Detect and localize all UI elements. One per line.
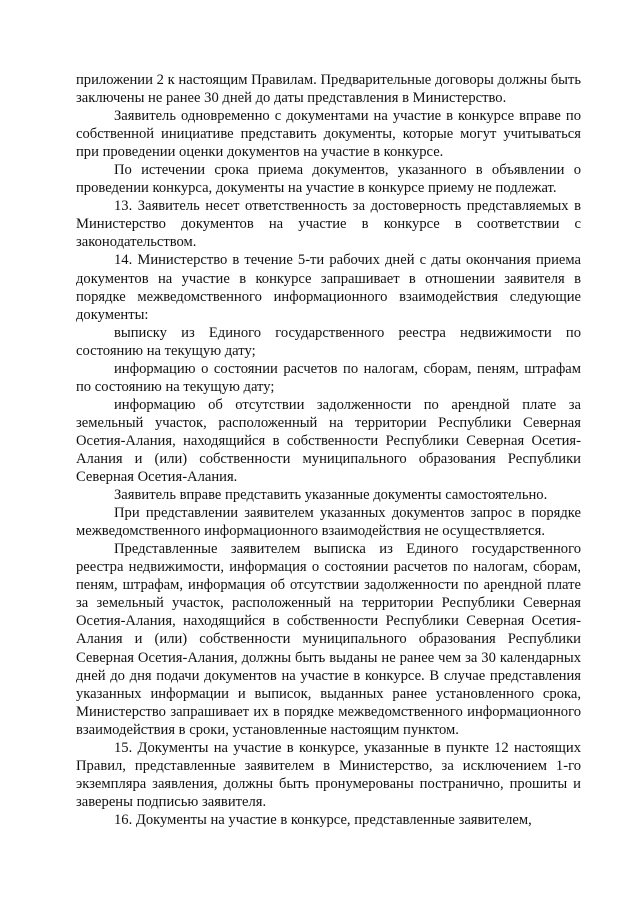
paragraph-4: 13. Заявитель несет ответственность за достоверность представляемых в Министерство документов на участие в конкурсе в соответствии с законодательством. xyxy=(76,198,581,251)
document-body xyxy=(76,71,581,829)
paragraph-9: Заявитель вправе представить указанные документы самостоятельно. xyxy=(114,487,548,504)
paragraph-13: 16. Документы на участие в конкурсе, представленные заявителем, xyxy=(114,811,532,828)
paragraph-12: 15. Документы на участие в конкурсе, указанные в пункте 12 настоящих Правил, представленные заявителем в Министерство, за исключением 1-го экземпляра заявления, должны быть пронумерованы постранично, прошиты и заверены подписью заявителя. xyxy=(76,739,581,810)
paragraph-2: Заявитель одновременно с документами на участие в конкурсе вправе по собственной инициативе представить документы, которые могут учитываться при проведении оценки документов на участие в конкурсе. xyxy=(76,108,581,161)
paragraph-8: информацию об отсутствии задолженности по арендной плате за земельный участок, расположенный на территории Республики Северная Осетия-Алания, находящийся в собственности Республики Северная Осетия-Алания и (или) собственности муниципального образования Республики Северная Осетия-Алания. xyxy=(76,396,581,486)
paragraph-5: 14. Министерство в течение 5-ти рабочих дней с даты окончания приема документов на участие в конкурсе запрашивает в отношении заявителя в порядке межведомственного информационного взаимодействия следующие документы: xyxy=(76,252,581,323)
paragraph-6: выписку из Единого государственного реестра недвижимости по состоянию на текущую дату; xyxy=(76,324,581,359)
paragraph-1: приложении 2 к настоящим Правилам. Предварительные договоры должны быть заключены не ранее 30 дней до даты представления в Министерство. xyxy=(76,72,581,107)
paragraph-11: Представленные заявителем выписка из Единого государственного реестра недвижимости, информация о состоянии расчетов по налогам, сборам, пеням, штрафам, информация об отсутствии задолженности по арендной плате за земельный участок, расположенный на территории Республики Северная Осетия-Алания, находящийся в собственности Республики Северная Осетия-Алания и (или) собственности муниципального образования Республики Северная Осетия-Алания, должны быть выданы не ранее чем за 30 календарных дней до дня подачи документов на участие в конкурсе. В случае представления указанных информации и выписок, выданных ранее установленного срока, Министерство запрашивает их в порядке межведомственного информационного взаимодействия в сроки, установленные настоящим пунктом. xyxy=(76,541,581,738)
paragraph-3: По истечении срока приема документов, указанного в объявлении о проведении конкурса, документы на участие в конкурсе приему не подлежат. xyxy=(76,162,581,197)
paragraph-7: информацию о состоянии расчетов по налогам, сборам, пеням, штрафам по состоянию на текущую дату; xyxy=(76,360,581,395)
paragraph-10: При представлении заявителем указанных документов запрос в порядке межведомственного информационного взаимодействия не осуществляется. xyxy=(76,505,581,540)
